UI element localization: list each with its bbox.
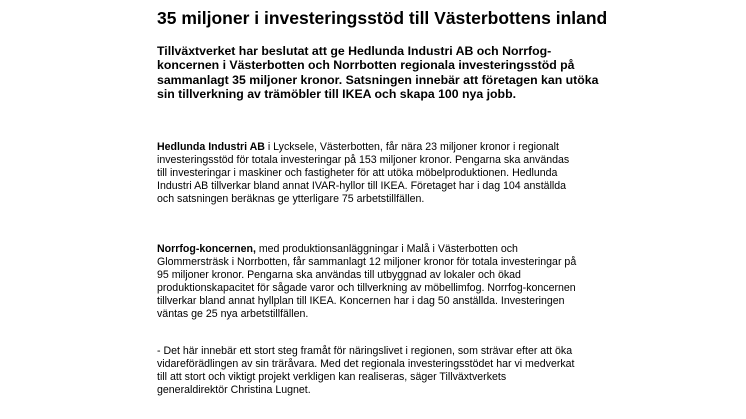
paragraph-line: produktionskapacitet för sågade varor och tillverkning av möbellimfog. Norrfog-koncernen (157, 282, 576, 295)
paragraph-quote (157, 345, 737, 397)
paragraph-line (157, 141, 737, 154)
paragraph-line-text: med produktionsanläggningar i Malå i Västerbotten och (255, 243, 518, 255)
paragraph-line: 95 miljoner kronor. Pengarna ska användas till utbyggnad av lokaler och ökad (157, 269, 521, 282)
paragraph-line-text: i Lycksele, Västerbotten, får nära 23 miljoner kronor i regionalt (264, 141, 559, 153)
company-name-norrfog: Norrfog-koncernen, (157, 243, 256, 255)
document-title: 35 miljoner i investeringsstöd till Västerbottens inland (157, 8, 608, 28)
paragraph-line (157, 243, 737, 256)
paragraph-line: Industri AB tillverkar bland annat IVAR-hyllor till IKEA. Företaget har i dag 104 anställda (157, 180, 567, 193)
company-name-hedlunda: Hedlunda Industri AB (157, 141, 265, 153)
paragraph-hedlunda (157, 141, 737, 206)
paragraph-line: - Det här innebär ett stort steg framåt för näringslivet i regionen, som strävar efter att öka (157, 345, 573, 357)
paragraph-line: generaldirektör Christina Lugnet. (157, 384, 311, 397)
paragraph-norrfog (157, 243, 737, 322)
paragraph-line: och satsningen beräknas ge ytterligare 75 arbetstillfällen. (157, 193, 425, 206)
paragraph-line: investeringsstöd för totala investeringar på 153 miljoner kronor. Pengarna ska användas (157, 154, 570, 167)
paragraph-line: till investeringar i maskiner och fastigheter för att utöka möbelproduktionen. Hedlunda (157, 167, 558, 180)
lead-paragraph (157, 44, 617, 102)
lead-line: Tillväxtverket har beslutat att ge Hedlunda Industri AB och Norrfog- (157, 44, 552, 58)
paragraph-line: vidareförädlingen av sin träråvara. Med det regionala investeringsstödet har vi medverkat (157, 358, 575, 371)
lead-line: koncernen i Västerbotten och Norrbotten regionala investeringsstöd på (157, 58, 575, 73)
lead-line: sammanlagt 35 miljoner kronor. Satsningen innebär att företagen kan utöka (157, 72, 599, 87)
paragraph-line: till att stort och viktigt projekt verkligen kan realiseras, säger Tillväxtverkets (157, 371, 507, 384)
paragraph-line: Glommersträsk i Norrbotten, får sammanlagt 12 miljoner kronor för totala investeringar på (157, 256, 577, 269)
lead-line: sin tillverkning av trämöbler till IKEA och skapa 100 nya jobb. (157, 87, 516, 102)
paragraph-line: väntas ge 25 nya arbetstillfällen. (157, 308, 309, 321)
paragraph-line: tillverkar bland annat hyllplan till IKEA. Koncernen har i dag 50 anställda. Investeringen (157, 295, 565, 308)
